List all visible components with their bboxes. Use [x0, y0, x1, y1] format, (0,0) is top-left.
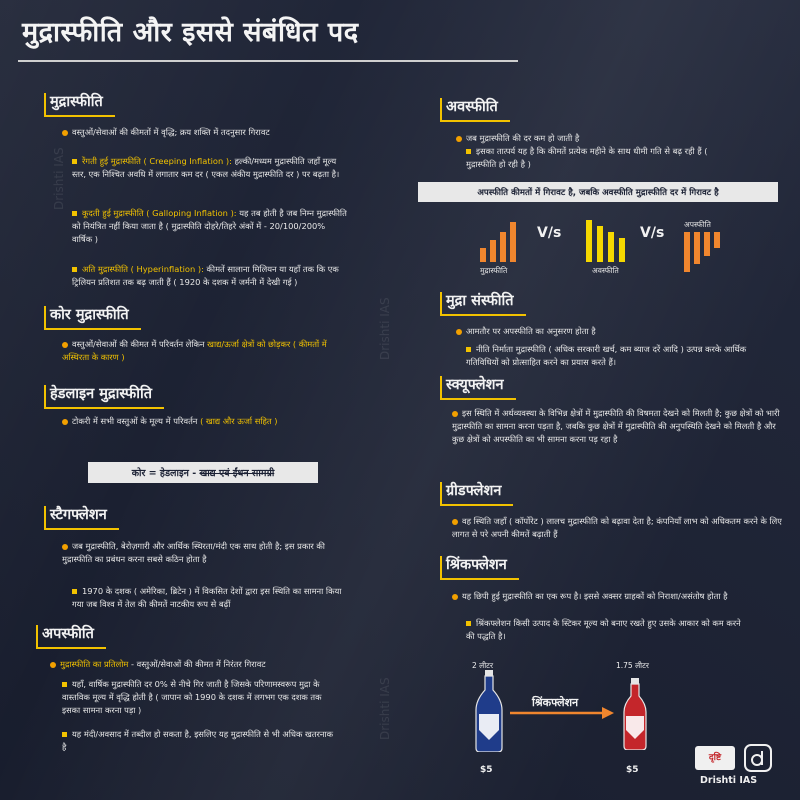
- bullet-icon: [456, 329, 462, 335]
- skewflation-heading: स्क्यूफ्लेशन: [440, 376, 516, 400]
- watermark: Drishti IAS: [378, 297, 392, 360]
- bullet-icon: [62, 544, 68, 550]
- inflation-bar-icon: [480, 218, 530, 262]
- skewflation-text: इस स्थिति में अर्थव्यवस्था के विभिन्न क्षेत्रों में मुद्रास्फीति की विषमता देखने को मिलती है; कुछ क्षेत्रों को भारी मुद्रास्फीति का सामना करना पड़ता है, जबकि कुछ क्षेत्रों में मुद्रास्फीति की अनुपस्थिति देखने को मिलती है और कुछ क्षेत्रों को अपस्फीति का भी सामना करना पड़ रहा है: [452, 408, 780, 444]
- bullet-icon: [72, 159, 77, 164]
- vs-label: V/s: [537, 225, 562, 241]
- creeping-inflation-text: रेंगती हुई मुद्रास्फीति ( Creeping Inflation ): हल्की/मध्यम मुद्रास्फीति जहाँ मूल्य स्तर, एक निश्चित अवधि में लगातार कम दर ( एकल अंकीय मुद्रास्फीति दर ) पर बढ़ता है।: [72, 156, 340, 179]
- shrinkflation-text: यह छिपी हुई मुद्रास्फीति का एक रूप है। इससे अक्सर ग्राहकों को निराशा/असंतोष होता है: [452, 590, 782, 603]
- disinflation-caption: अवस्फीति: [592, 266, 619, 275]
- shrinkflation-arrow-label: श्रिंकफ्लेशन: [532, 696, 579, 709]
- bullet-icon: [456, 136, 462, 142]
- bullet-icon: [62, 682, 67, 687]
- deflation-sub2: यह मंदी/अवसाद में तब्दील हो सकता है, इसलिए यह मुद्रास्फीति से भी अधिक खतरनाक है: [62, 729, 334, 752]
- stagflation-text: जब मुद्रास्फीति, बेरोज़गारी और आर्थिक स्थिरता/मंदी एक साथ होती है; इस प्रकार की मुद्रास्फीति का प्रबंधन करना सबसे कठिन होता है: [62, 541, 325, 564]
- title-underline: [18, 60, 518, 62]
- left-bottle-size: 2 लीटर: [472, 661, 494, 670]
- left-bottle-price: $5: [480, 765, 493, 775]
- deflation-heading: अपस्फीति: [36, 625, 106, 649]
- inflation-intro: वस्तुओं/सेवाओं की कीमतों में वृद्धि; क्रय शक्ति में तदनुसार गिरावट: [62, 126, 382, 139]
- reflation-text: आमतौर पर अपस्फीति का अनुसरण होता है: [456, 325, 756, 338]
- deflation-sub1: यहाँ, वार्षिक मुद्रास्फीति दर 0% से नीचे गिर जाती है जिसके परिणामस्वरूप मुद्रा के वास्तविक मूल्य में वृद्धि होती है ( जापान को 1990 के दशक में लगभग एक दशक तक इसका सामना करना पड़ा ): [62, 679, 322, 715]
- core-formula-callout: कोर = हेडलाइन - खाद्य एवं ईंधन सामग्री: [88, 462, 318, 483]
- disinflation-sub: इसका तात्पर्य यह है कि कीमतें प्रत्येक महीने के साथ धीमी गति से बढ़ रही हैं ( मुद्रास्फीति हो रही है ): [466, 146, 708, 169]
- drishti-d-logo-icon: [744, 744, 772, 772]
- bullet-icon: [72, 589, 77, 594]
- core-inflation-heading: कोर मुद्रास्फीति: [44, 306, 141, 330]
- reflation-heading: मुद्रा संस्फीति: [440, 292, 526, 316]
- greedflation-heading: ग्रीडफ्लेशन: [440, 482, 513, 506]
- shrinkflation-heading: श्रिंकफ्लेशन: [440, 556, 519, 580]
- deflation-bar-icon: [684, 232, 728, 276]
- bullet-icon: [50, 662, 56, 668]
- page-title: मुद्रास्फीति और इससे संबंधित पद: [22, 17, 359, 48]
- watermark: Drishti IAS: [378, 677, 392, 740]
- disinflation-bar-icon: [586, 218, 634, 262]
- bullet-icon: [62, 419, 68, 425]
- drishti-logo: दृष्टि: [695, 746, 735, 770]
- bullet-icon: [466, 347, 471, 352]
- core-inflation-text: वस्तुओं/सेवाओं की कीमत में परिवर्तन लेकिन खाद्य/ऊर्जा क्षेत्रों को छोड़कर ( कीमतों में अस्थिरता के कारण ): [62, 339, 327, 362]
- headline-inflation-text: टोकरी में सभी वस्तुओं के मूल्य में परिवर्तन ( खाद्य और ऊर्जा सहित ): [62, 415, 362, 428]
- disinflation-text: जब मुद्रास्फीति की दर कम हो जाती है: [456, 132, 726, 145]
- bullet-icon: [62, 342, 68, 348]
- bullet-icon: [62, 130, 68, 136]
- headline-inflation-heading: हेडलाइन मुद्रास्फीति: [44, 385, 164, 409]
- drishti-ias-brand: Drishti IAS: [700, 775, 758, 786]
- disinflation-vs-deflation-callout: अपस्फीति कीमतों में गिरावट है, जबकि अवस्फीति मुद्रास्फीति दर में गिरावट है: [418, 182, 778, 202]
- large-bottle-icon: [474, 670, 504, 752]
- small-bottle-icon: [622, 678, 648, 750]
- galloping-inflation-text: कूदती हुई मुद्रास्फीति ( Galloping Inflation ): यह तब होती है जब निम्न मुद्रास्फीति को नियंत्रित नहीं किया जाता है ( मुद्रास्फीति दोहरे/तिहरे अंकों में - 20/100/200% वार्षिक ): [72, 208, 347, 244]
- right-bottle-size: 1.75 लीटर: [616, 661, 649, 670]
- bullet-icon: [466, 149, 471, 154]
- bullet-icon: [452, 594, 458, 600]
- hyperinflation-text: अति मुद्रास्फीति ( Hyperinflation ): कीमतें सालाना मिलियन या यहाँ तक कि एक ट्रिलियन प्रतिशत तक बढ़ जाती हैं ( 1920 के दशक में जर्मनी में देखी गई ): [72, 264, 339, 287]
- vs-label: V/s: [640, 225, 665, 241]
- bullet-icon: [452, 411, 458, 417]
- bullet-icon: [62, 732, 67, 737]
- inflation-caption: मुद्रास्फीति: [480, 266, 508, 275]
- greedflation-text: वह स्थिति जहाँ ( कॉर्पोरेट ) लालच मुद्रास्फीति को बढ़ावा देता है; कंपनियाँ लाभ को अधिकतम करने के लिए लागत से परे अपनी कीमतें बढ़ाती हैं: [452, 516, 782, 539]
- disinflation-heading: अवस्फीति: [440, 98, 510, 122]
- stagflation-sub: 1970 के दशक ( अमेरिका, ब्रिटेन ) में विकसित देशों द्वारा इस स्थिति का सामना किया गया जब विश्व में तेल की कीमतें नाटकीय रूप से बढ़ीं: [72, 586, 342, 609]
- deflation-intro: मुद्रास्फीति का प्रतिलोम - वस्तुओं/सेवाओं की कीमत में निरंतर गिरावट: [50, 658, 370, 671]
- shrinkflation-sub: श्रिंकफ्लेशन किसी उत्पाद के स्टिकर मूल्य को बनाए रखते हुए उसके आकार को कम करने की पद्धति है।: [466, 618, 741, 641]
- bullet-icon: [452, 519, 458, 525]
- reflation-sub: नीति निर्माता मुद्रास्फीति ( अधिक सरकारी खर्च, कम ब्याज दरें आदि ) उत्पन्न करके आर्थिक गतिविधियों को प्रोत्साहित करने का प्रयास करते हैं।: [466, 344, 747, 367]
- inflation-heading: मुद्रास्फीति: [44, 93, 115, 117]
- watermark: Drishti IAS: [52, 147, 66, 210]
- stagflation-heading: स्टैगफ्लेशन: [44, 506, 119, 530]
- bullet-icon: [72, 267, 77, 272]
- deflation-caption: अपस्फीति: [684, 220, 711, 229]
- bullet-icon: [72, 211, 77, 216]
- right-bottle-price: $5: [626, 765, 639, 775]
- arrow-right-icon: [508, 706, 616, 720]
- bullet-icon: [466, 621, 471, 626]
